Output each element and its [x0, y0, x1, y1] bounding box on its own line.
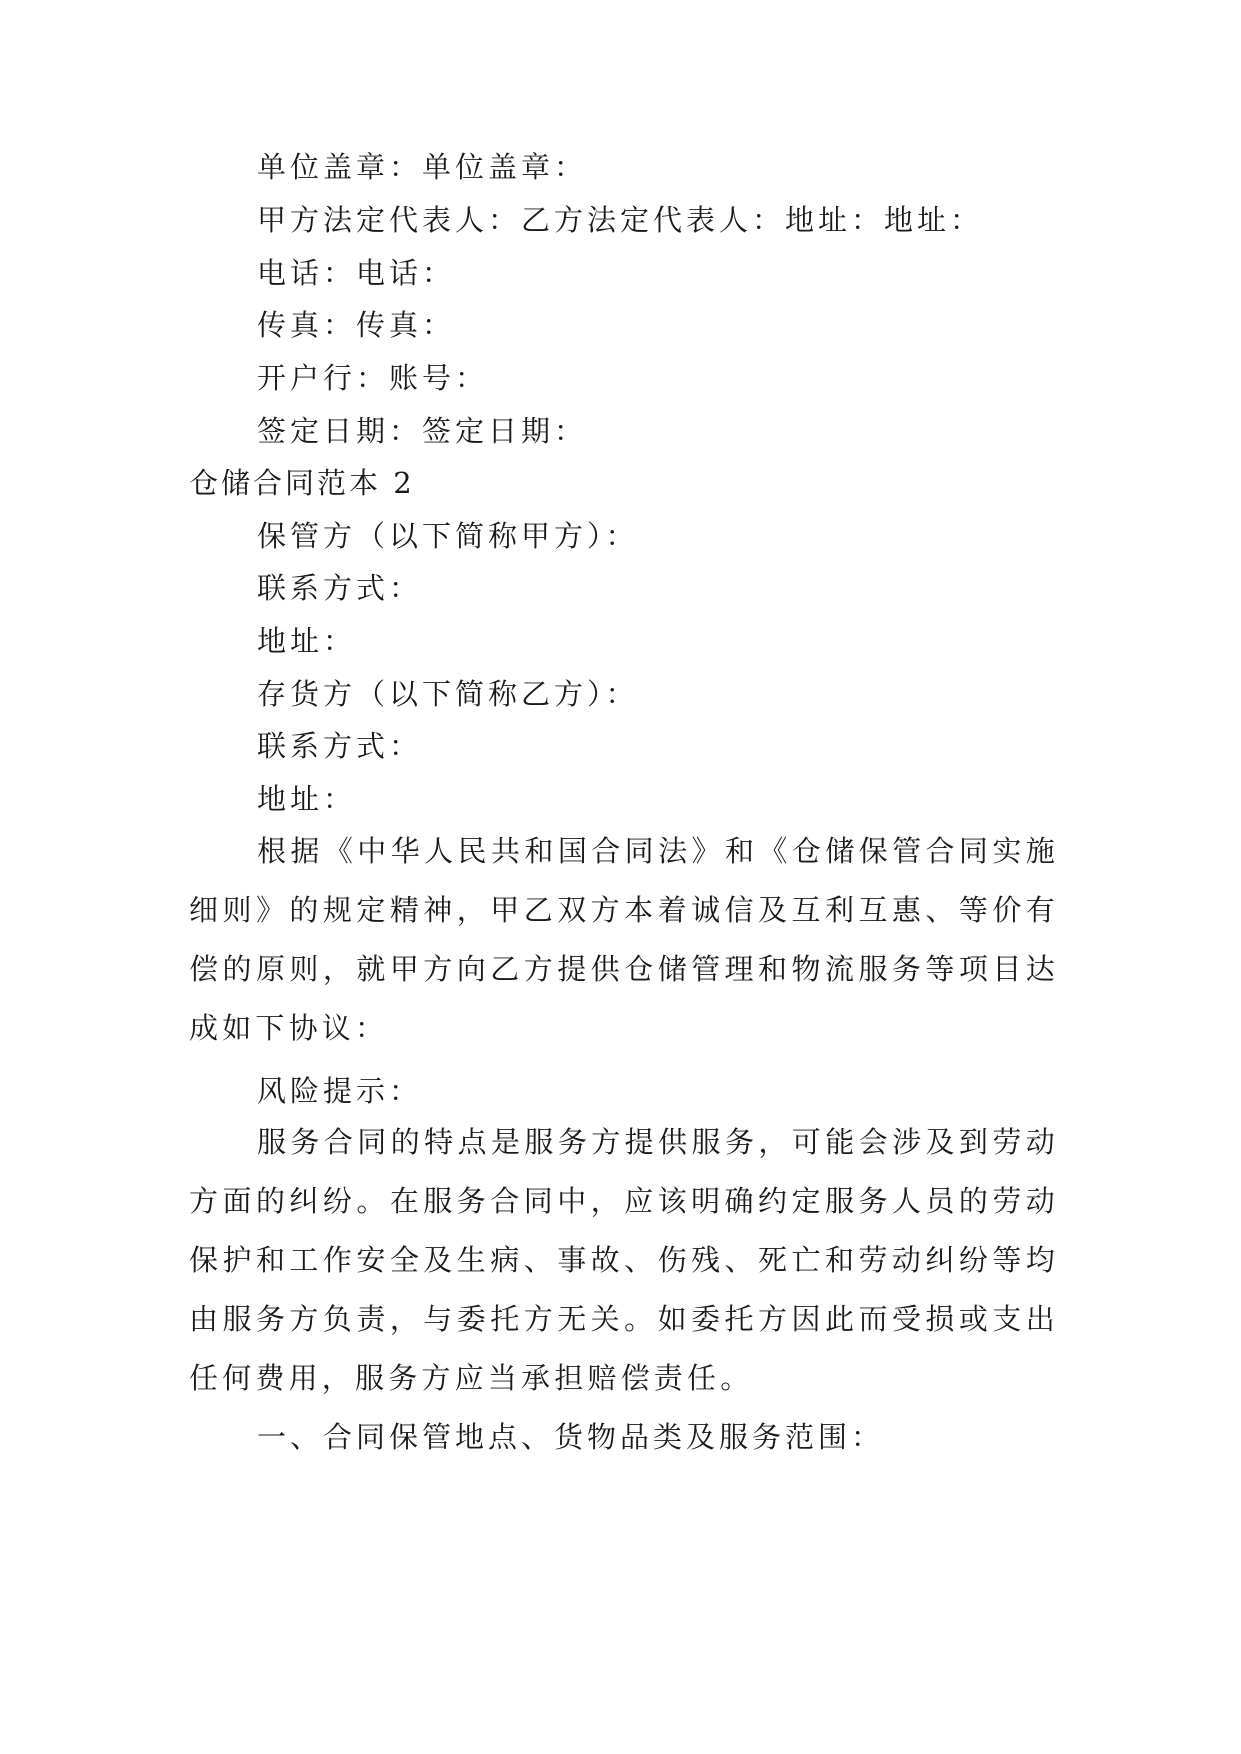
custodian-address-line: 地址： — [257, 624, 357, 658]
fax-line: 传真：传真： — [257, 308, 456, 342]
depositor-contact-line: 联系方式： — [257, 729, 423, 763]
legal-representative-line: 甲方法定代表人：乙方法定代表人：地址：地址： — [257, 203, 984, 237]
phone-line: 电话：电话： — [257, 256, 456, 290]
intro-paragraph: 根据《中华人民共和国合同法》和《仓储保管合同实施细则》的规定精神，甲乙双方本着诚信及互利互惠、等价有偿的原则，就甲方向乙方提供仓储管理和物流服务等项目达成如下协议： — [189, 834, 1059, 1045]
clause-one-heading: 一、合同保管地点、货物品类及服务范围： — [257, 1420, 885, 1454]
custodian-party-line: 保管方（以下简称甲方）： — [257, 519, 639, 553]
signing-date-line: 签定日期：签定日期： — [257, 414, 588, 448]
depositor-party-line: 存货方（以下简称乙方）： — [257, 677, 639, 711]
bank-account-line: 开户行：账号： — [257, 361, 489, 395]
depositor-address-line: 地址： — [257, 782, 357, 816]
risk-paragraph: 服务合同的特点是服务方提供服务，可能会涉及到劳动方面的纠纷。在服务合同中，应该明确约定服务人员的劳动保护和工作安全及生病、事故、伤残、死亡和劳动纠纷等均由服务方负责，与委托方无关。如委托方因此而受损或支出任何费用，服务方应当承担赔偿责任。 — [189, 1125, 1059, 1395]
risk-heading: 风险提示： — [257, 1074, 423, 1108]
company-seal-line: 单位盖章：单位盖章： — [257, 150, 588, 184]
custodian-contact-line: 联系方式： — [257, 571, 423, 605]
section-title: 仓储合同范本 2 — [189, 466, 415, 500]
